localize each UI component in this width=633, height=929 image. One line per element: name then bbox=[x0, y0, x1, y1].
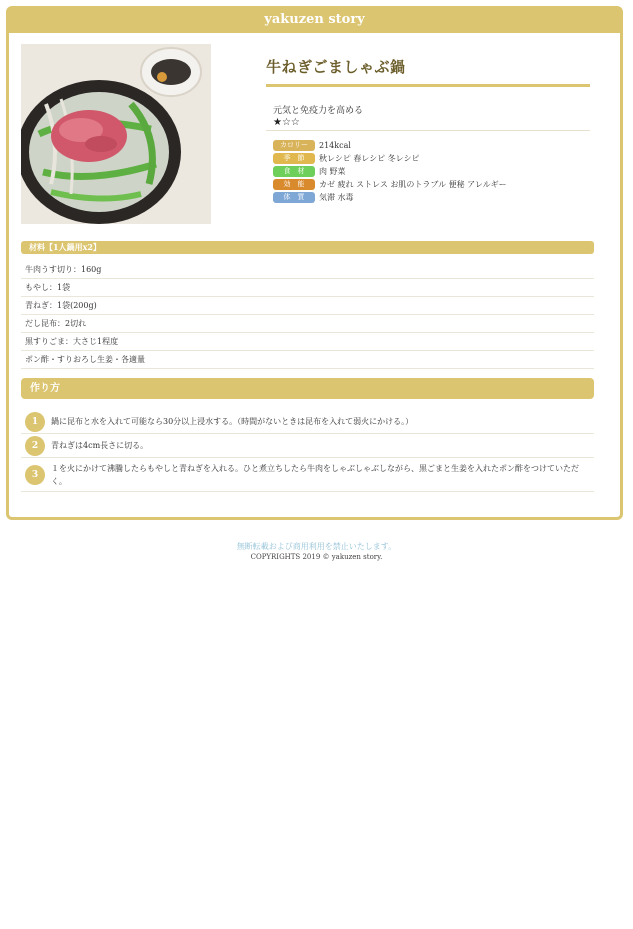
step-item bbox=[21, 458, 594, 492]
ingredient-badge: 食 材 bbox=[273, 166, 315, 177]
copyright-text: COPYRIGHTS 2019 © yakuzen story. bbox=[250, 553, 383, 561]
steps-heading: 作り方 bbox=[21, 378, 594, 399]
copyright-notice: 無断転載および商用利用を禁止いたします。 bbox=[236, 542, 397, 551]
ingredient-item: だし昆布：2切れ bbox=[21, 315, 594, 333]
title-divider bbox=[266, 84, 590, 87]
season-badge: 季 節 bbox=[273, 153, 315, 164]
calorie-value: 214kcal bbox=[319, 140, 351, 150]
step-number: 1 bbox=[25, 412, 45, 432]
recipe-title: 牛ねぎごましゃぶ鍋 bbox=[266, 58, 406, 76]
effect-links[interactable]: カゼ 疲れ ストレス お肌のトラブル 便秘 アレルギー bbox=[319, 179, 507, 189]
constitution-badge: 体 質 bbox=[273, 192, 315, 203]
season-links[interactable]: 秋レシピ 春レシピ 冬レシピ bbox=[319, 153, 420, 163]
ingredient-links[interactable]: 肉 野菜 bbox=[319, 166, 346, 176]
recipe-photo bbox=[21, 44, 211, 224]
info-divider bbox=[266, 130, 590, 131]
step-item bbox=[21, 434, 594, 458]
steps-list bbox=[21, 410, 594, 492]
tag-row-constitution bbox=[273, 191, 507, 203]
tag-row-season bbox=[273, 152, 507, 164]
step-text: 鍋に昆布と水を入れて可能なら30分以上浸水する。（時間がないときは昆布を入れて弱火にかける。） bbox=[51, 417, 414, 426]
step-number: 2 bbox=[25, 436, 45, 456]
ingredient-item: 青ねぎ：1袋(200g) bbox=[21, 297, 594, 315]
site-header bbox=[9, 9, 620, 33]
hotpot-image bbox=[21, 44, 211, 224]
step-text: 青ねぎは4cm長さに切る。 bbox=[51, 441, 149, 450]
ingredients-list bbox=[21, 261, 594, 369]
ingredient-item: もやし：1袋 bbox=[21, 279, 594, 297]
tag-row-calorie bbox=[273, 139, 507, 151]
effect-badge: 効 能 bbox=[273, 179, 315, 190]
constitution-links[interactable]: 気滞 水毒 bbox=[319, 192, 354, 202]
site-title[interactable]: yakuzen story bbox=[264, 12, 365, 27]
recipe-subtitle: 元気と免疫力を高める bbox=[273, 106, 364, 116]
difficulty-rating: ★☆☆ bbox=[273, 117, 300, 128]
ingredient-item: ポン酢・すりおろし生姜・各適量 bbox=[21, 351, 594, 369]
tag-row-effect bbox=[273, 178, 507, 190]
calorie-badge: カロリー bbox=[273, 140, 315, 151]
step-text: １を火にかけて沸騰したらもやしと青ねぎを入れる。ひと煮立ちしたら牛肉をしゃぶしゃぶしながら、黒ごまと生姜を入れたポン酢をつけていただく。 bbox=[51, 463, 579, 486]
recipe-tags bbox=[273, 139, 507, 204]
step-number: 3 bbox=[25, 465, 45, 485]
step-item bbox=[21, 410, 594, 434]
tag-row-ingredient bbox=[273, 165, 507, 177]
ingredients-heading: 材料【1人鍋用x2】 bbox=[21, 241, 594, 254]
ingredient-item: 牛肉うす切り：160g bbox=[21, 261, 594, 279]
ingredient-item: 黒すりごま：大さじ1程度 bbox=[21, 333, 594, 351]
